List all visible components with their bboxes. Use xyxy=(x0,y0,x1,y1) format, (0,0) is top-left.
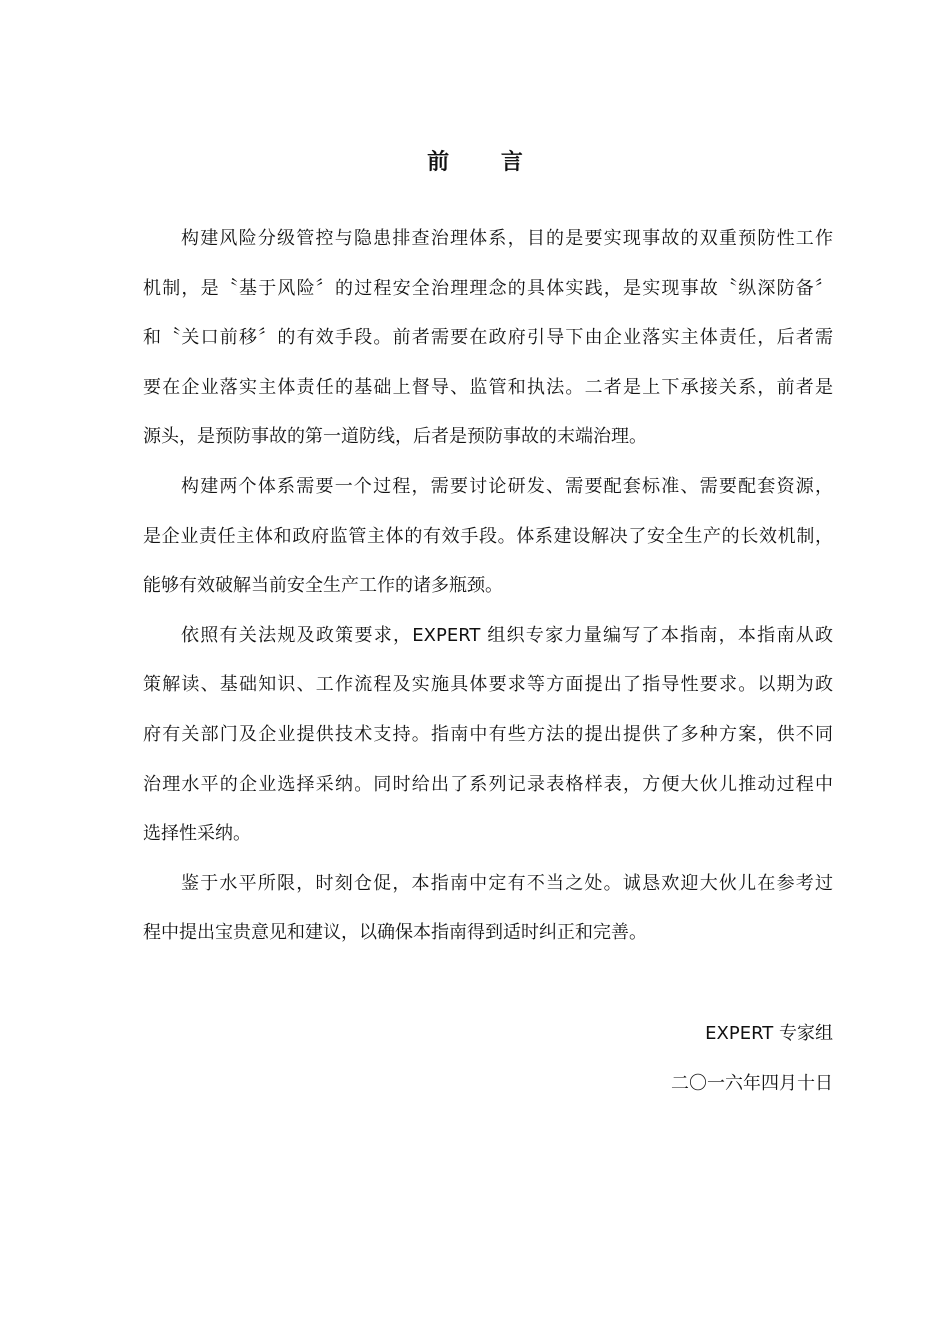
paragraph-line: 府有关部门及企业提供技术支持。指南中有些方法的提出提供了多种方案，供不同 xyxy=(143,723,833,745)
paragraph-line: 源头，是预防事故的第一道防线，后者是预防事故的末端治理。 xyxy=(143,426,647,448)
paragraph-line: 构建两个体系需要一个过程，需要讨论研发、需要配套标准、需要配套资源， xyxy=(181,475,833,497)
signature-date: 二〇一六年四月十日 xyxy=(671,1073,833,1094)
page-title: 前 言 xyxy=(427,150,545,175)
paragraph-line: 程中提出宝贵意见和建议，以确保本指南得到适时纠正和完善。 xyxy=(143,922,647,944)
paragraph-4 xyxy=(143,859,833,958)
paragraph-line: 策解读、基础知识、工作流程及实施具体要求等方面提出了指导性要求。以期为政 xyxy=(143,674,833,696)
paragraph-line: 能够有效破解当前安全生产工作的诸多瓶颈。 xyxy=(143,575,503,597)
paragraph-line: 依照有关法规及政策要求，EXPERT 组织专家力量编写了本指南，本指南从政 xyxy=(181,624,833,646)
paragraph-line: 机制，是〝基于风险〞的过程安全治理理念的具体实践，是实现事故〝纵深防备〞 xyxy=(143,277,833,299)
signature-organization: EXPERT 专家组 xyxy=(705,1023,833,1044)
paragraph-line: 和〝关口前移〞的有效手段。前者需要在政府引导下由企业落实主体责任，后者需 xyxy=(143,327,833,349)
paragraph-3 xyxy=(143,611,833,859)
paragraph-2 xyxy=(143,462,833,611)
paragraph-line: 要在企业落实主体责任的基础上督导、监管和执法。二者是上下承接关系，前者是 xyxy=(143,376,833,398)
paragraph-line: 是企业责任主体和政府监管主体的有效手段。体系建设解决了安全生产的长效机制， xyxy=(143,525,833,547)
paragraph-line: 构建风险分级管控与隐患排查治理体系，目的是要实现事故的双重预防性工作 xyxy=(181,228,833,249)
paragraph-line: 选择性采纳。 xyxy=(143,823,251,845)
paragraph-1 xyxy=(143,214,833,462)
paragraph-line: 治理水平的企业选择采纳。同时给出了系列记录表格样表，方便大伙儿推动过程中 xyxy=(143,773,833,795)
document-body xyxy=(143,214,833,958)
paragraph-line: 鉴于水平所限，时刻仓促，本指南中定有不当之处。诚恳欢迎大伙儿在参考过 xyxy=(181,872,833,894)
